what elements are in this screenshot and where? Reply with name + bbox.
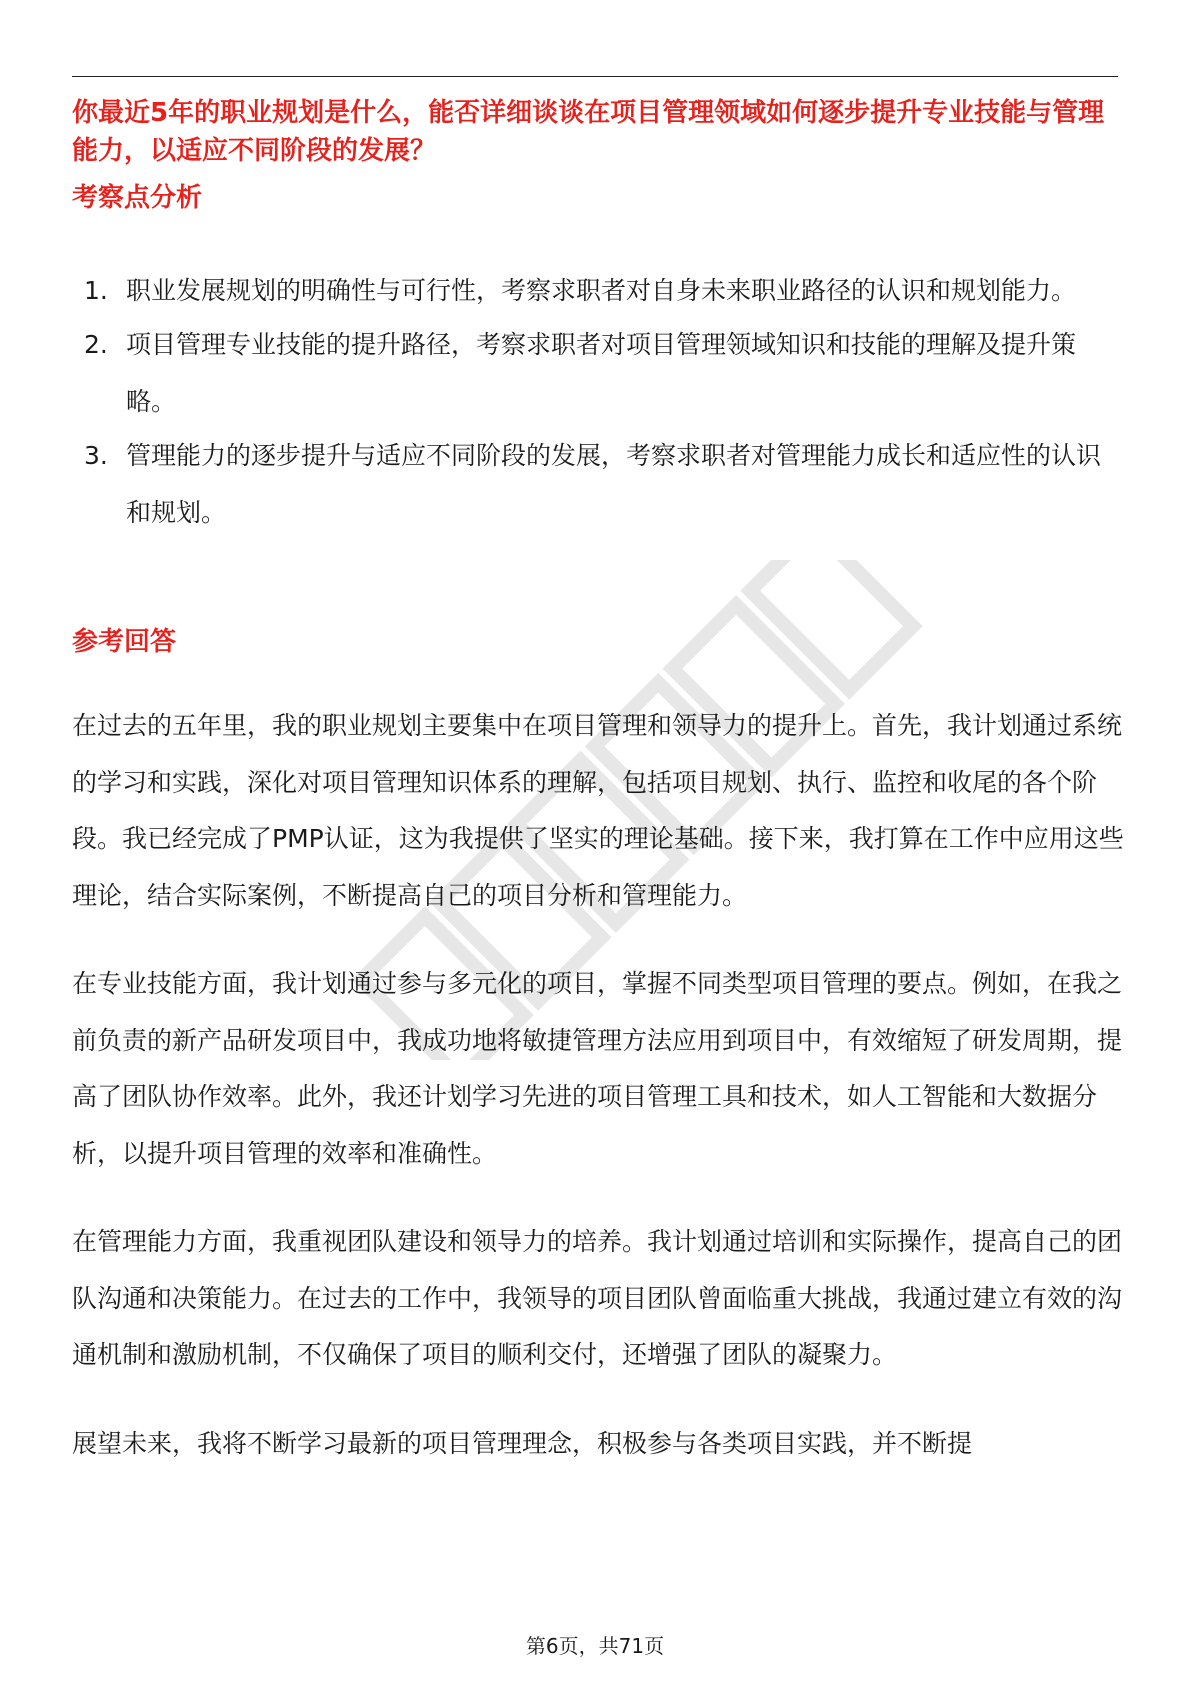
answer-paragraph: 在专业技能方面，我计划通过参与多元化的项目，掌握不同类型项目管理的要点。例如，在我之前负责的新产品研发项目中，我成功地将敏捷管理方法应用到项目中，有效缩短了研发周期，提高了团队协作效率。此外，我还计划学习先进的项目管理工具和技术，如人工智能和大数据分析，以提升项目管理的效率和准确性。 [72,969,1123,1168]
answer-paragraph: 在管理能力方面，我重视团队建设和领导力的培养。我计划通过培训和实际操作，提高自己的团队沟通和决策能力。在过去的工作中，我领导的项目团队曾面临重大挑战，我通过建立有效的沟通机制和激励机制，不仅确保了项目的顺利交付，还增强了团队的凝聚力。 [72,1227,1123,1369]
list-item [72,262,1122,319]
list-item-text: 管理能力的逐步提升与适应不同阶段的发展，考察求职者对管理能力成长和适应性的认识和规划。 [126,441,1102,527]
page-footer: 第6页，共71页 [525,1634,665,1658]
answer-paragraph: 展望未来，我将不断学习最新的项目管理理念，积极参与各类项目实践，并不断提 [72,1428,973,1458]
reference-answer [72,698,1124,1504]
question-title: 你最近5年的职业规划是什么，能否详细谈谈在项目管理领域如何逐步提升专业技能与管理能力，以适应不同阶段的发展？ [72,98,1105,166]
list-item-text: 项目管理专业技能的提升路径，考察求职者对项目管理领域知识和技能的理解及提升策略。 [126,330,1077,416]
list-item-number: 2. [84,330,108,359]
list-item-number: 1. [84,276,108,305]
list-item [72,427,1122,541]
answer-paragraph: 在过去的五年里，我的职业规划主要集中在项目管理和领导力的提升上。首先，我计划通过系统的学习和实践，深化对项目管理知识体系的理解，包括项目规划、执行、监控和收尾的各个阶段。我已经完成了PMP认证，这为我提供了坚实的理论基础。接下来，我打算在工作中应用这些理论，结合实际案例，不断提高自己的项目分析和管理能力。 [72,711,1124,910]
list-item [72,316,1122,430]
reference-heading: 参考回答 [72,627,177,657]
analysis-heading: 考察点分析 [72,183,203,213]
analysis-list [72,262,1122,541]
top-rule [72,76,1118,77]
list-item-number: 3. [84,441,108,470]
list-item-text: 职业发展规划的明确性与可行性，考察求职者对自身未来职业路径的认识和规划能力。 [126,276,1077,305]
